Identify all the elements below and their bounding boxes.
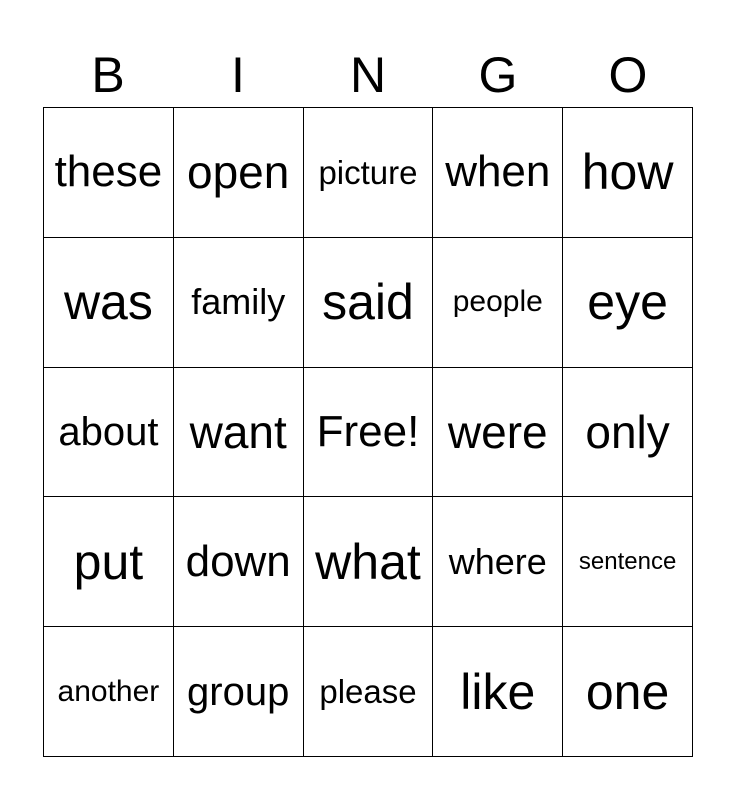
- bingo-cell[interactable]: sentence: [563, 497, 693, 627]
- free-space-cell[interactable]: Free!: [304, 368, 434, 498]
- header-letter-g: G: [478, 47, 518, 103]
- bingo-cell[interactable]: said: [304, 238, 434, 368]
- bingo-cell[interactable]: please: [304, 627, 434, 757]
- bingo-cell[interactable]: picture: [304, 108, 434, 238]
- header-letter-i: I: [231, 47, 245, 103]
- bingo-header: [43, 44, 693, 106]
- bingo-cell[interactable]: about: [44, 368, 174, 498]
- bingo-cell[interactable]: people: [433, 238, 563, 368]
- header-letter-n: N: [349, 47, 387, 103]
- bingo-cell[interactable]: open: [174, 108, 304, 238]
- bingo-cell[interactable]: like: [433, 627, 563, 757]
- bingo-cell[interactable]: family: [174, 238, 304, 368]
- bingo-cell[interactable]: eye: [563, 238, 693, 368]
- bingo-cell[interactable]: what: [304, 497, 434, 627]
- bingo-cell[interactable]: when: [433, 108, 563, 238]
- bingo-board: [43, 107, 693, 757]
- bingo-cell[interactable]: want: [174, 368, 304, 498]
- bingo-cell[interactable]: group: [174, 627, 304, 757]
- bingo-cell[interactable]: one: [563, 627, 693, 757]
- bingo-cell[interactable]: were: [433, 368, 563, 498]
- bingo-cell[interactable]: how: [563, 108, 693, 238]
- bingo-cell[interactable]: another: [44, 627, 174, 757]
- bingo-cell[interactable]: only: [563, 368, 693, 498]
- header-letter-b: B: [91, 47, 125, 103]
- bingo-cell[interactable]: these: [44, 108, 174, 238]
- bingo-cell[interactable]: was: [44, 238, 174, 368]
- bingo-cell[interactable]: put: [44, 497, 174, 627]
- bingo-cell[interactable]: where: [433, 497, 563, 627]
- bingo-cell[interactable]: down: [174, 497, 304, 627]
- header-letter-o: O: [608, 47, 648, 103]
